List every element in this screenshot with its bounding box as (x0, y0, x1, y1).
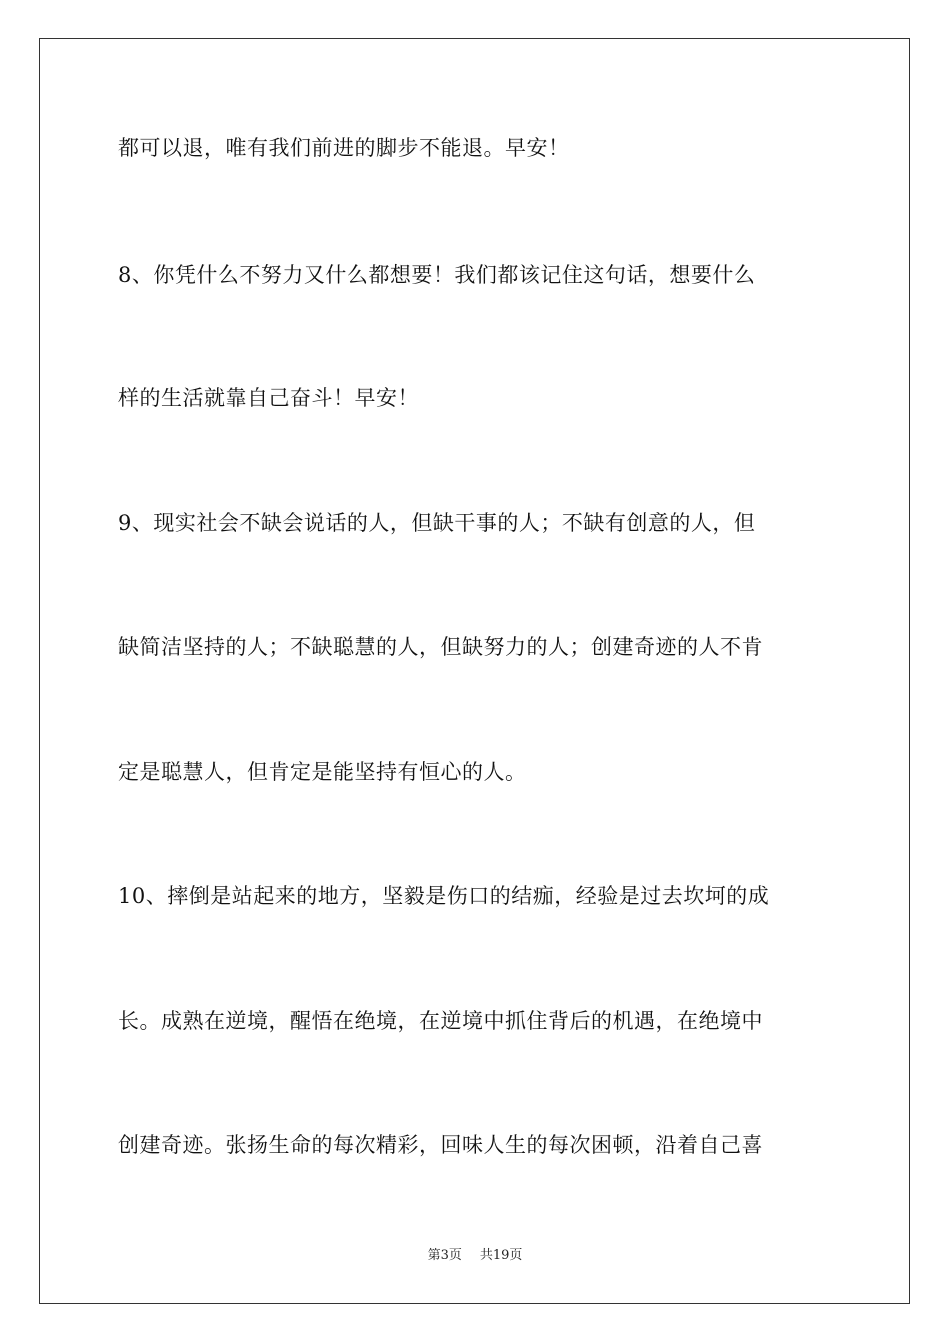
page-footer (0, 1247, 950, 1265)
body-text-line: 9、现实社会不缺会说话的人，但缺干事的人；不缺有创意的人，但 (118, 511, 756, 535)
page-border (39, 38, 910, 1304)
body-text-line: 都可以退，唯有我们前进的脚步不能退。早安！ (118, 136, 570, 160)
page-number: 第3页 (427, 1248, 462, 1263)
body-text-line: 创建奇迹。张扬生命的每次精彩，回味人生的每次困顿，沿着自己喜 (118, 1133, 763, 1157)
page-total: 共19页 (479, 1248, 523, 1263)
body-text-line: 长。成熟在逆境，醒悟在绝境，在逆境中抓住背后的机遇，在绝境中 (118, 1009, 763, 1033)
body-text-line: 样的生活就靠自己奋斗！早安！ (118, 386, 419, 410)
body-text-line: 10、摔倒是站起来的地方，坚毅是伤口的结痂，经验是过去坎坷的成 (118, 884, 770, 908)
body-text-line: 8、你凭什么不努力又什么都想要！我们都该记住这句话，想要什么 (118, 263, 756, 287)
body-text-line: 缺简洁坚持的人；不缺聪慧的人，但缺努力的人；创建奇迹的人不肯 (118, 635, 763, 659)
body-text-line: 定是聪慧人，但肯定是能坚持有恒心的人。 (118, 760, 527, 784)
